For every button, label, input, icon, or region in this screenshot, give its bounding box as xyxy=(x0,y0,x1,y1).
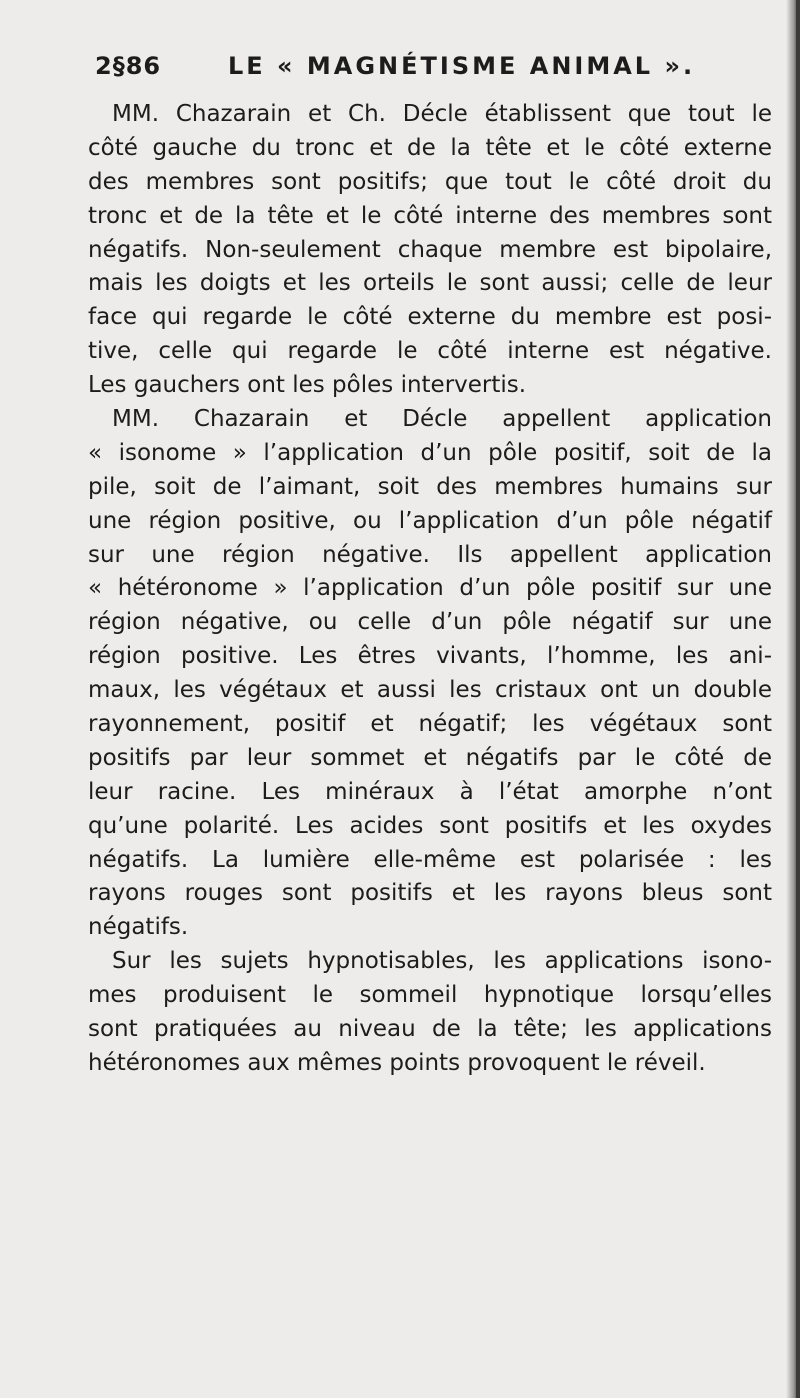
text-line: qu’une polarité. Les acides sont positifs et les oxydes xyxy=(88,812,772,839)
text-line: rayonnement, positif et négatif; les végétaux sont xyxy=(88,711,772,738)
text-line: tronc et de la tête et le côté interne des membres sont xyxy=(88,202,772,229)
paragraph-polarity-of-body xyxy=(88,98,772,403)
text-line: Sur les sujets hypnotisables, les applications isono- xyxy=(112,948,772,975)
text-line: mes produisent le sommeil hypnotique lorsqu’elles xyxy=(88,982,772,1009)
text-line: région positive. Les êtres vivants, l’homme, les ani- xyxy=(88,643,772,670)
text-line: hétéronomes aux mêmes points provoquent le réveil. xyxy=(88,1049,706,1076)
text-line: sur une région négative. Ils appellent application xyxy=(88,541,772,568)
text-line: mais les doigts et les orteils le sont aussi; celle de leur xyxy=(88,270,772,297)
text-line: sont pratiquées au niveau de la tête; les applications xyxy=(88,1016,772,1043)
text-line: face qui regarde le côté externe du membre est posi- xyxy=(88,304,772,331)
text-line: « hétéronome » l’application d’un pôle positif sur une xyxy=(88,575,772,602)
page-edge xyxy=(796,0,800,1398)
running-head-title: LE « MAGNÉTISME ANIMAL ». xyxy=(228,52,696,80)
paragraph-isonome-heteronome xyxy=(88,403,772,945)
text-line: négatifs. Non-seulement chaque membre est bipolaire, xyxy=(88,236,772,263)
text-line: une région positive, ou l’application d’un pôle négatif xyxy=(88,507,772,534)
text-line: côté gauche du tronc et de la tête et le côté externe xyxy=(88,134,772,161)
text-line: pile, soit de l’aimant, soit des membres humains sur xyxy=(88,473,772,500)
text-line: « isonome » l’application d’un pôle positif, soit de la xyxy=(88,439,772,466)
body-text xyxy=(88,98,772,1081)
text-line: négatifs. La lumière elle-même est polarisée : les xyxy=(88,846,772,873)
text-line: tive, celle qui regarde le côté interne est négative. xyxy=(88,338,772,365)
text-line: MM. Chazarain et Ch. Décle établissent que tout le xyxy=(112,101,772,127)
page-number: 2§86 xyxy=(95,52,162,80)
running-head xyxy=(95,46,775,86)
text-line: région négative, ou celle d’un pôle négatif sur une xyxy=(88,609,772,636)
text-line: rayons rouges sont positifs et les rayons bleus sont xyxy=(88,880,772,907)
text-line: positifs par leur sommet et négatifs par le côté de xyxy=(88,744,772,771)
paragraph-hypnotic-subjects xyxy=(88,945,772,1081)
text-line: maux, les végétaux et aussi les cristaux ont un double xyxy=(88,677,772,704)
text-line: Les gauchers ont les pôles intervertis. xyxy=(88,372,527,399)
text-line: négatifs. xyxy=(88,914,189,941)
text-line: des membres sont positifs; que tout le côté droit du xyxy=(88,168,772,195)
text-line: leur racine. Les minéraux à l’état amorphe n’ont xyxy=(88,778,772,805)
text-line: MM. Chazarain et Décle appellent application xyxy=(112,406,772,433)
